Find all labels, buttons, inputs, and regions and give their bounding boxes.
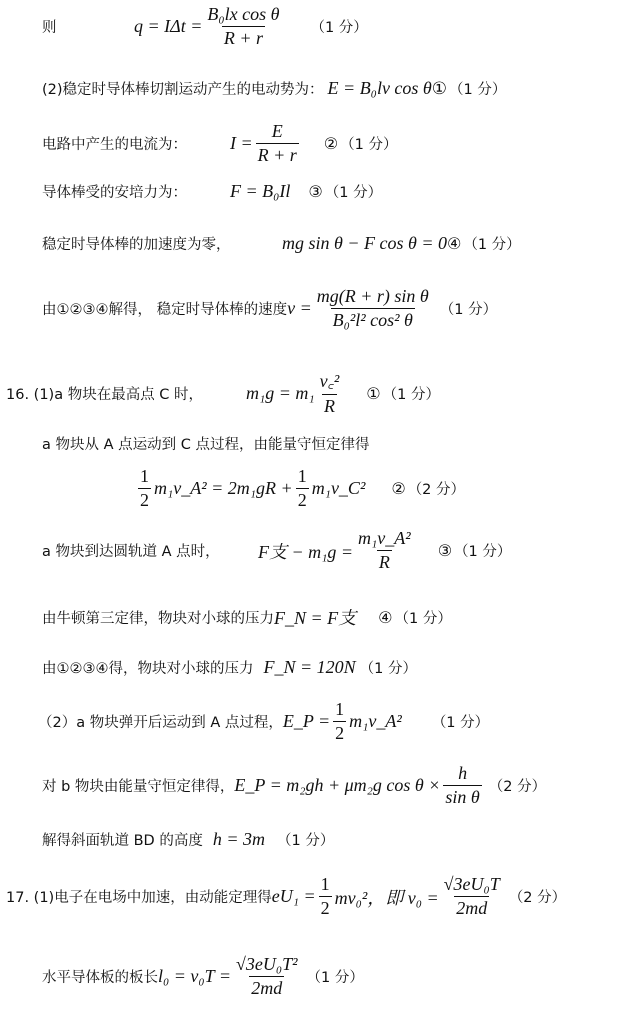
line-support-force (0, 528, 641, 573)
line-energy-equation (0, 466, 641, 511)
fraction-half (333, 699, 346, 744)
line-emf (0, 78, 641, 99)
score-label: （1 分） (324, 185, 383, 201)
equation: F_N = 120N (263, 657, 356, 677)
line-text: a 物块从 A 点运动到 C 点过程，由能量守恒定律得 (42, 437, 370, 453)
fraction (442, 874, 502, 919)
circled-mark: ② (391, 479, 406, 498)
fraction-numerator: 1 (320, 874, 330, 894)
fraction-denominator: R (323, 396, 335, 416)
fraction-denominator: 2 (320, 898, 330, 918)
score-label: （1 分） (306, 970, 364, 986)
equation-left: eU₁ = (271, 886, 316, 906)
fraction-half (138, 466, 151, 511)
fraction-half (319, 874, 332, 919)
fraction-half (296, 466, 309, 511)
equation: h = 3m (212, 829, 265, 849)
fraction-numerator: B₀lx cos θ (207, 4, 280, 24)
line-prefix: 水平导体板的板长 (42, 970, 158, 986)
fraction-numerator: 1 (335, 699, 345, 719)
line-prefix: 17. (1)电子在电场中加速，由动能定理得 (6, 890, 272, 906)
equation-middle: mv₀²，即 v₀ = (334, 887, 439, 908)
equation: F = B₀Il (230, 181, 291, 201)
fraction (318, 369, 342, 417)
fraction-denominator: sin θ (445, 787, 480, 807)
line-spring-energy (0, 699, 641, 744)
fraction-denominator: R + r (223, 28, 263, 48)
fraction (205, 4, 281, 49)
score-label: （1 分） (439, 302, 498, 318)
fraction-numerator: m₁v_A² (358, 528, 411, 548)
line-prefix: 解得斜面轨道 BD 的高度 (42, 833, 203, 849)
fraction-denominator: B₀²l² cos² θ (332, 310, 413, 330)
equation-left: E_P = (282, 711, 331, 731)
equation: mg sin θ − F cos θ = 0 (282, 233, 447, 253)
fraction-denominator: R + r (257, 145, 297, 165)
line-prefix: 稳定时导体棒的加速度为零， (42, 237, 231, 253)
equation-tail: m₁v_C² (311, 478, 366, 498)
score-label: （1 分） (431, 715, 490, 731)
line-q16-top-point (0, 369, 641, 417)
score-label: （1 分） (449, 82, 507, 98)
equation-tail: m₁v_A² (349, 711, 402, 731)
fraction (234, 954, 300, 999)
fraction-denominator: 2md (251, 978, 283, 998)
equation-left: l₀ = v₀T = (158, 966, 231, 986)
line-prefix: 由①②③④得，物块对小球的压力 (42, 661, 254, 677)
fraction-denominator: 2 (335, 723, 345, 743)
line-height-result (0, 829, 641, 850)
circled-mark: ④ (446, 234, 462, 253)
circled-mark: ② (323, 134, 339, 153)
line-newton-third (0, 604, 641, 630)
fraction-denominator: R (378, 552, 390, 572)
line-q17-acceleration (0, 874, 641, 919)
circled-mark: ④ (378, 607, 393, 627)
line-acceleration (0, 233, 641, 254)
equation-left: E_P = m₂gh + μm₂g cos θ × (234, 775, 441, 795)
line-ampere-force (0, 181, 641, 202)
score-label: （1 分） (359, 661, 417, 677)
line-prefix: 对 b 物块由能量守恒定律得， (42, 779, 235, 795)
circled-mark: ① (366, 383, 381, 403)
fraction-denominator: 2 (140, 490, 149, 510)
circled-mark: ① (431, 78, 448, 99)
fraction (443, 763, 481, 808)
fraction-numerator: √3eU₀T (443, 874, 500, 894)
line-prefix: 则 (42, 20, 57, 36)
line-prefix: 由①②③④解得， 稳定时导体棒的速度 (42, 302, 288, 318)
score-label: （2 分） (508, 890, 567, 906)
equation-left: F支 − m₁g = (258, 541, 354, 562)
fraction-numerator: mg(R + r) sin θ (316, 286, 429, 306)
score-label: （1 分） (454, 544, 512, 560)
equation-left: I = (230, 133, 253, 153)
line-b-energy (0, 763, 641, 808)
line-prefix: 导体棒受的安培力为： (42, 185, 187, 201)
line-prefix: (2)稳定时导体棒切割运动产生的电动势为： (42, 82, 324, 98)
fraction-numerator: 1 (297, 466, 307, 486)
fraction-numerator: v꜀² (319, 371, 340, 391)
line-charge (0, 4, 641, 49)
equation-left: q = IΔt = (134, 16, 203, 36)
circled-mark: ③ (308, 182, 323, 201)
score-label: （1 分） (463, 237, 521, 253)
line-prefix: 由牛顿第三定律，物块对小球的压力 (42, 610, 274, 627)
score-label: （1 分） (310, 20, 368, 36)
line-prefix: a 物块到达圆轨道 A 点时， (42, 544, 220, 560)
fraction-denominator: 2 (297, 490, 307, 510)
fraction-numerator: √3eU₀T² (235, 954, 298, 974)
line-prefix: 电路中产生的电流为： (42, 137, 187, 153)
score-label: （1 分） (394, 610, 452, 627)
score-label: （2 分） (407, 482, 466, 498)
fraction-numerator: 1 (140, 466, 149, 486)
circled-mark: ③ (437, 541, 453, 560)
fraction (256, 121, 299, 166)
score-label: （1 分） (382, 386, 440, 403)
line-prefix: （2）a 物块弹开后运动到 A 点过程， (38, 715, 283, 731)
score-label: （1 分） (340, 137, 398, 153)
line-prefix: 16. (1)a 物块在最高点 C 时， (6, 386, 204, 403)
fraction-numerator: E (271, 121, 283, 141)
line-energy-intro (0, 433, 641, 454)
equation: E = B₀lv cos θ (327, 78, 432, 98)
line-velocity (0, 286, 641, 331)
line-plate-length (0, 954, 641, 999)
fraction-denominator: 2md (456, 898, 488, 918)
score-label: （2 分） (488, 779, 547, 795)
fraction (315, 286, 431, 331)
score-label: （1 分） (277, 833, 335, 849)
fraction-numerator: h (458, 763, 468, 783)
fraction (356, 528, 413, 573)
equation: F_N = F支 (274, 608, 357, 628)
equation-left: v = (287, 298, 312, 318)
equation-middle: m₁v_A² = 2m₁gR + (154, 478, 293, 498)
equation-left: m₁g = m₁ (246, 382, 315, 403)
line-current (0, 121, 641, 166)
line-pressure-result (0, 657, 641, 678)
